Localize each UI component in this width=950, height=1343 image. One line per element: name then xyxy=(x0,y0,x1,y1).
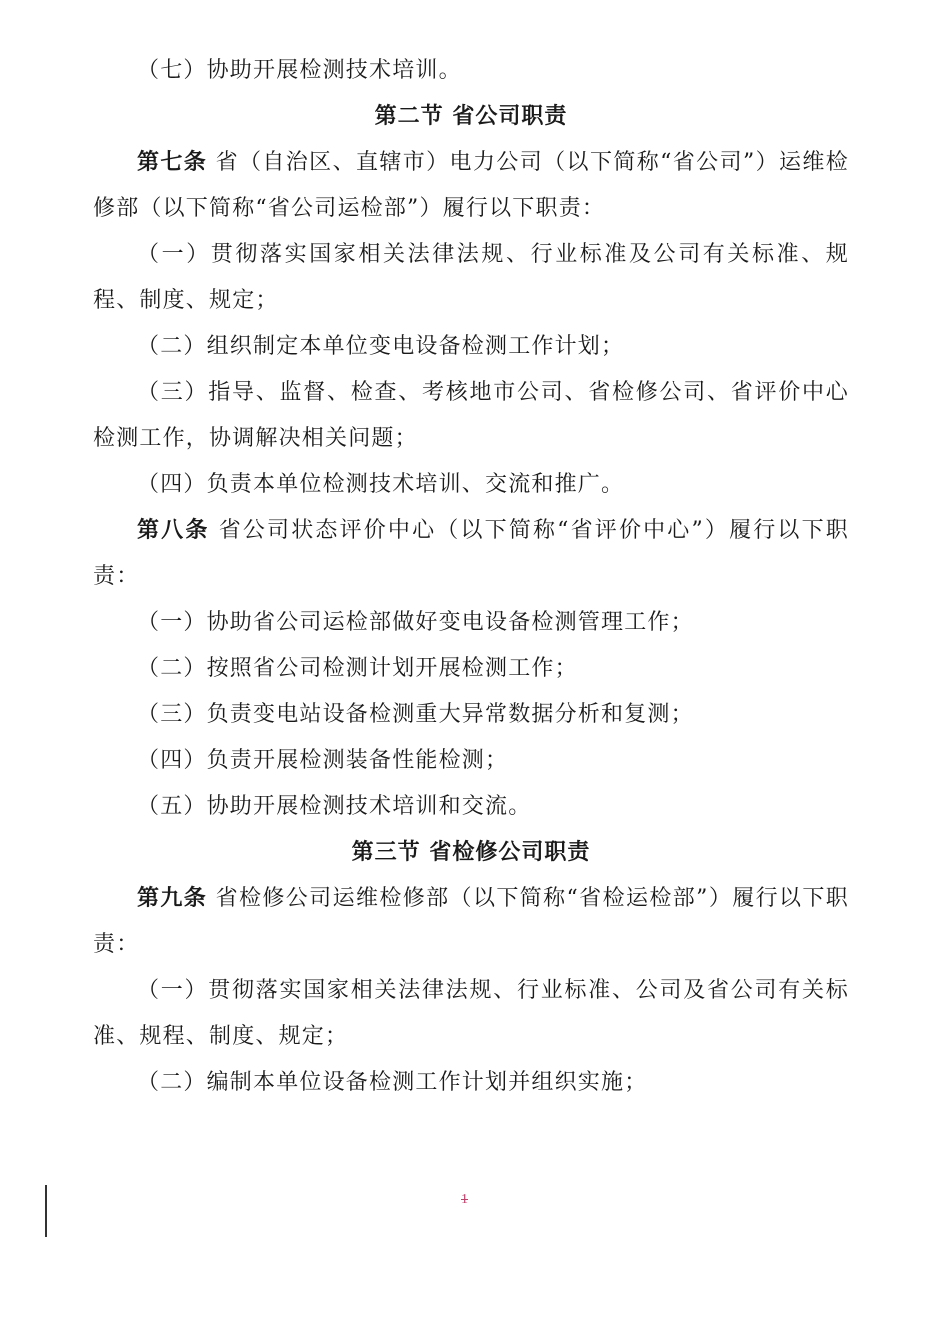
paragraph-text: （四）负责本单位检测技术培训、交流和推广。 xyxy=(137,472,625,497)
article-8-item-2 xyxy=(93,646,849,692)
article-8-item-3 xyxy=(93,692,849,738)
article-8-item-1 xyxy=(93,600,849,646)
section-heading-2: 第二节 省公司职责 xyxy=(374,104,568,129)
paragraph-text: （三）负责变电站设备检测重大异常数据分析和复测； xyxy=(137,702,694,727)
article-7-item-1 xyxy=(93,232,849,324)
paragraph-text: （二）组织制定本单位变电设备检测工作计划； xyxy=(137,334,625,359)
article-7-item-2 xyxy=(93,324,849,370)
page-number: 1 xyxy=(461,1192,468,1207)
article-7-item-4 xyxy=(93,462,849,508)
paragraph-item-7 xyxy=(93,48,849,94)
article-label: 第九条 xyxy=(137,886,208,911)
text-cursor-bar xyxy=(45,1185,47,1237)
article-9-item-2 xyxy=(93,1060,849,1106)
paragraph-text: （一）贯彻落实国家相关法律法规、行业标准、公司及省公司有关标准、规程、制度、规定； xyxy=(93,978,849,1049)
article-8-item-4 xyxy=(93,738,849,784)
paragraph-text: （一）协助省公司运检部做好变电设备检测管理工作； xyxy=(137,610,694,635)
article-7-item-3 xyxy=(93,370,849,462)
article-9-item-1 xyxy=(93,968,849,1060)
section-heading-3: 第三节 省检修公司职责 xyxy=(351,840,591,865)
paragraph-text: （二）编制本单位设备检测工作计划并组织实施； xyxy=(137,1070,648,1095)
paragraph-text: （三）指导、监督、检查、考核地市公司、省检修公司、省评价中心检测工作，协调解决相关问题； xyxy=(93,380,849,451)
article-9 xyxy=(93,876,849,968)
article-8-item-5 xyxy=(93,784,849,830)
paragraph-text: 省（自治区、直辖市）电力公司（以下简称“省公司”）运维检修部（以下简称“省公司运检部”）履行以下职责： xyxy=(93,150,849,221)
paragraph-text: 省公司状态评价中心（以下简称“省评价中心”）履行以下职责： xyxy=(93,518,849,589)
document-page xyxy=(93,48,849,1106)
article-8 xyxy=(93,508,849,600)
article-7 xyxy=(93,140,849,232)
paragraph-text: （五）协助开展检测技术培训和交流。 xyxy=(137,794,532,819)
paragraph-text: （四）负责开展检测装备性能检测； xyxy=(137,748,509,773)
paragraph-text: （一）贯彻落实国家相关法律法规、行业标准及公司有关标准、规程、制度、规定； xyxy=(93,242,849,313)
paragraph-text: （七）协助开展检测技术培训。 xyxy=(137,58,462,83)
paragraph-text: 省检修公司运维检修部（以下简称“省检运检部”）履行以下职责： xyxy=(93,886,849,957)
paragraph-text: （二）按照省公司检测计划开展检测工作； xyxy=(137,656,578,681)
article-label: 第七条 xyxy=(137,150,208,175)
article-label: 第八条 xyxy=(137,518,210,543)
